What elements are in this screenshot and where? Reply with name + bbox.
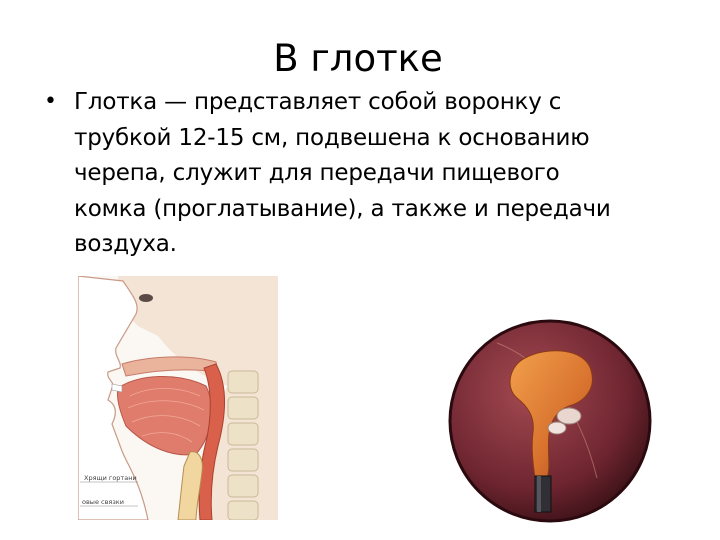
bullet-marker: • xyxy=(44,89,57,114)
pharynx-section-illustration xyxy=(78,276,278,520)
bullet-line: трубкой 12-15 см, подвешена к основанию xyxy=(74,124,590,151)
figure-caption: овые связки xyxy=(82,498,124,506)
bullet-line: Глотка — представляет собой воронку с xyxy=(74,89,562,115)
bullet-text xyxy=(74,85,611,263)
bullet-line: черепа, служит для передачи пищевого xyxy=(74,160,560,186)
figure-caption: Хрящи гортани xyxy=(84,474,137,482)
bullet-line: комка (проглатывание), а также и передачи xyxy=(74,195,611,222)
pharynx-3d-illustration xyxy=(447,318,653,524)
slide-title: В глотке xyxy=(273,37,443,80)
bullet-item xyxy=(44,85,684,263)
bullet-line: воздуха. xyxy=(74,231,177,257)
